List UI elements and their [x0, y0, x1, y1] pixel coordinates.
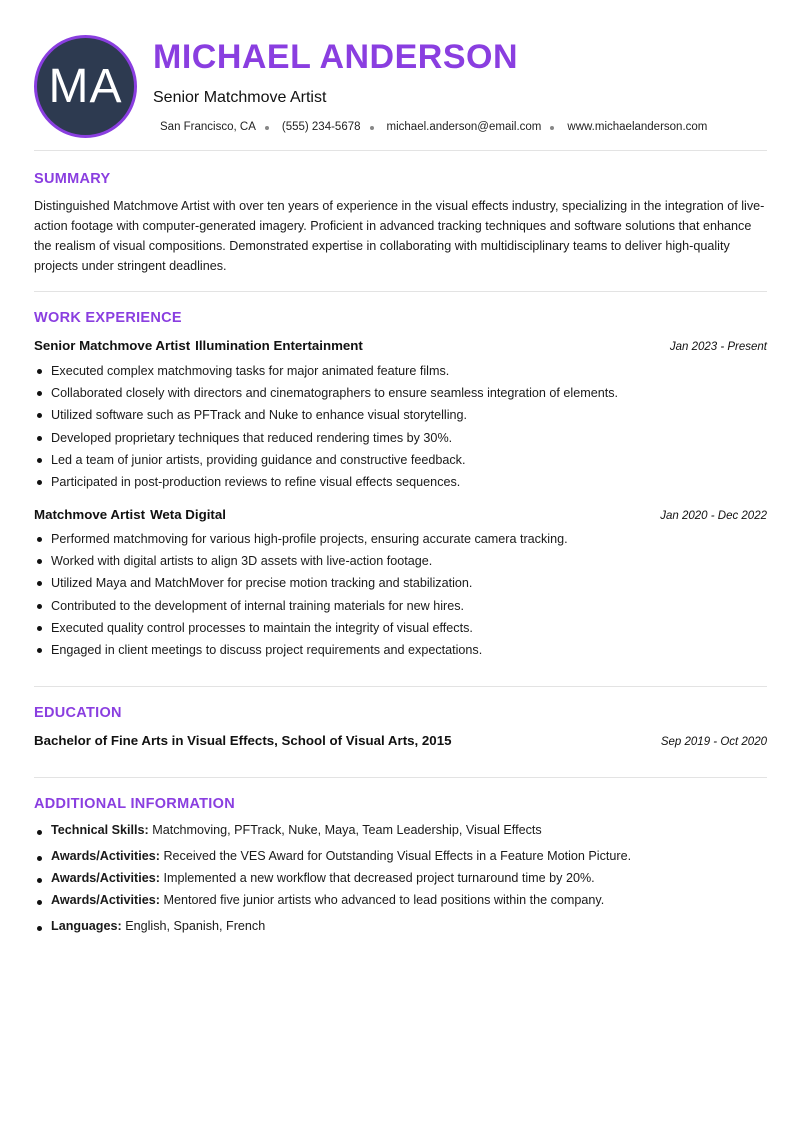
list-item [34, 823, 542, 837]
candidate-name: MICHAEL ANDERSON [153, 38, 519, 76]
list-item [34, 893, 604, 907]
list-item: Led a team of junior artists, providing guidance and constructive feedback. [34, 449, 767, 471]
education-date: Sep 2019 - Oct 2020 [660, 736, 767, 748]
job-bullets [34, 528, 767, 661]
item-label: Awards/Activities: [51, 893, 160, 907]
summary-heading: SUMMARY [34, 171, 111, 187]
contact-email[interactable]: michael.anderson@email.com [386, 121, 542, 133]
avatar: MA [34, 35, 137, 138]
list-item: Utilized Maya and MatchMover for precise motion tracking and stabilization. [34, 572, 767, 594]
list-item: Executed complex matchmoving tasks for major animated feature films. [34, 360, 767, 382]
contact-location: San Francisco, CA [160, 121, 256, 133]
experience-heading: WORK EXPERIENCE [34, 310, 182, 326]
item-text: Implemented a new workflow that decreased project turnaround time by 20%. [163, 871, 595, 885]
job-title [34, 338, 363, 353]
job-bullets [34, 360, 767, 493]
divider [34, 686, 767, 687]
job-title [34, 507, 226, 522]
list-item [34, 849, 631, 863]
item-label: Awards/Activities: [51, 849, 160, 863]
item-label: Awards/Activities: [51, 871, 160, 885]
list-item: Performed matchmoving for various high-profile projects, ensuring accurate camera tracking. [34, 528, 767, 550]
separator-dot [370, 126, 374, 130]
education-degree: Bachelor of Fine Arts in Visual Effects, School of Visual Arts, 2015 [34, 733, 452, 748]
list-item [34, 919, 265, 933]
item-text: Matchmoving, PFTrack, Nuke, Maya, Team Leadership, Visual Effects [152, 823, 542, 837]
divider [34, 291, 767, 292]
list-item [34, 871, 595, 885]
list-item: Developed proprietary techniques that reduced rendering times by 30%. [34, 427, 767, 449]
candidate-role: Senior Matchmove Artist [153, 89, 327, 106]
separator-dot [265, 126, 269, 130]
job-company: Illumination Entertainment [195, 338, 363, 353]
job-position: Matchmove Artist [34, 507, 146, 522]
job-company: Weta Digital [150, 507, 226, 522]
summary-text: Distinguished Matchmove Artist with over ten years of experience in the visual effects industry, specializing in the integration of live-action footage with computer-generated imagery. Proficient in advanced tracking techniques and software solutions that enhance the realism of visual compositions. Demonstrated expertise in collaborating with multidisciplinary teams to deliver high-quality projects under stringent deadlines. [34, 199, 765, 273]
resume-header [0, 0, 800, 150]
job-header [34, 338, 767, 353]
item-text: English, Spanish, French [125, 919, 266, 933]
item-label: Languages: [51, 919, 122, 933]
list-item: Utilized software such as PFTrack and Nuke to enhance visual storytelling. [34, 404, 767, 426]
contact-line [160, 121, 707, 133]
list-item: Executed quality control processes to maintain the integrity of visual effects. [34, 617, 767, 639]
separator-dot [550, 126, 554, 130]
list-item: Worked with digital artists to align 3D assets with live-action footage. [34, 550, 767, 572]
list-item: Collaborated closely with directors and cinematographers to ensure seamless integration of elements. [34, 382, 767, 404]
job-date: Jan 2020 - Dec 2022 [660, 510, 767, 522]
education-heading: EDUCATION [34, 705, 122, 721]
contact-phone: (555) 234-5678 [281, 121, 361, 133]
list-item: Engaged in client meetings to discuss project requirements and expectations. [34, 639, 767, 661]
additional-heading: ADDITIONAL INFORMATION [34, 796, 235, 812]
item-text: Received the VES Award for Outstanding Visual Effects in a Feature Motion Picture. [163, 849, 632, 863]
item-text: Mentored five junior artists who advanced to lead positions within the company. [163, 893, 605, 907]
education-entry [34, 733, 767, 748]
item-label: Technical Skills: [51, 823, 149, 837]
divider [34, 150, 767, 151]
list-item: Contributed to the development of internal training materials for new hires. [34, 595, 767, 617]
divider [34, 777, 767, 778]
list-item: Participated in post-production reviews to refine visual effects sequences. [34, 471, 767, 493]
contact-website[interactable]: www.michaelanderson.com [567, 121, 708, 133]
job-header [34, 507, 767, 522]
job-date: Jan 2023 - Present [669, 341, 767, 353]
job-position: Senior Matchmove Artist [34, 338, 191, 353]
